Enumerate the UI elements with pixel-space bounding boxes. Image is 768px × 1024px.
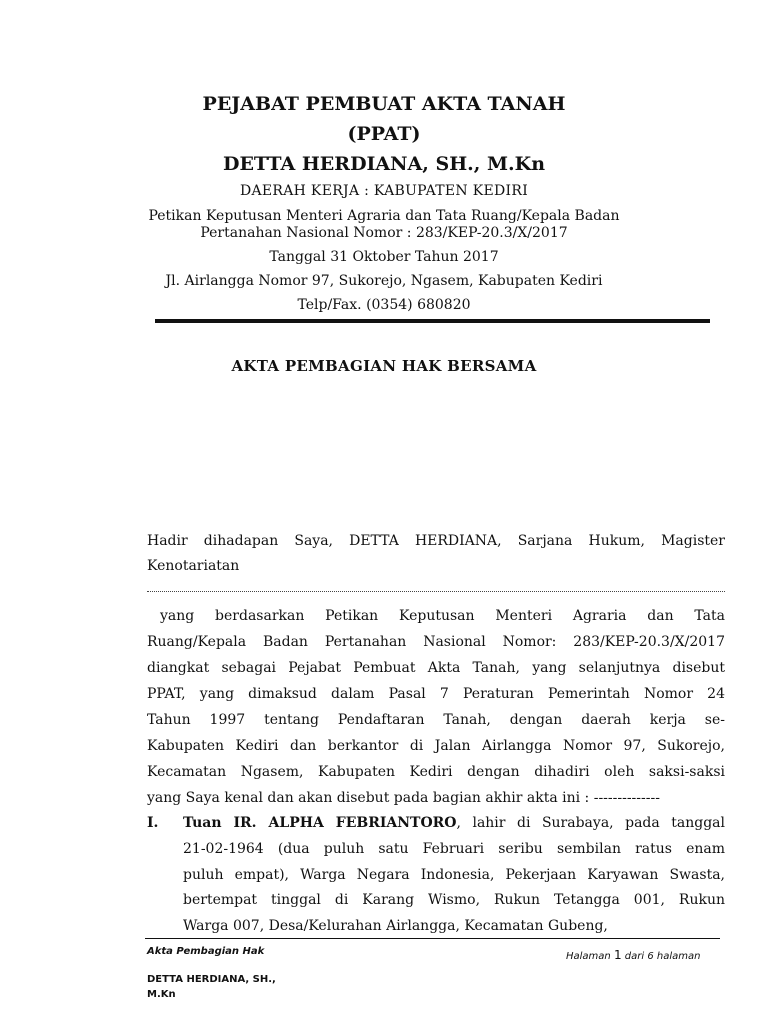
footer-page-info [566, 948, 700, 962]
header-title-ppat: PEJABAT PEMBUAT AKTA TANAH [202, 93, 566, 115]
para-line-6: Kabupaten Kediri dan berkantor di Jalan Airlangga Nomor 97, Sukorejo, [147, 738, 725, 754]
header-decree-line2: Pertanahan Nasional Nomor : 283/KEP-20.3/X/2017 [200, 225, 568, 241]
intro-line-2: Kenotariatan [147, 558, 240, 574]
footer-page-number: 1 [613, 948, 622, 962]
header-work-area: DAERAH KERJA : KABUPATEN KEDIRI [239, 183, 529, 199]
header-divider [155, 319, 710, 323]
footer-doc-label: Akta Pembagian Hak [147, 946, 265, 957]
para-line-4: PPAT, yang dimaksud dalam Pasal 7 Peraturan Pemerintah Nomor 24 [147, 686, 725, 702]
para-line-8: yang Saya kenal dan akan disebut pada bagian akhir akta ini : -------------- [147, 790, 660, 806]
para-line-7: Kecamatan Ngasem, Kabupaten Kediri dengan dihadiri oleh saksi-saksi [147, 764, 725, 780]
dotted-separator [147, 591, 725, 592]
item-line-3: puluh empat), Warga Negara Indonesia, Pekerjaan Karyawan Swasta, [183, 867, 725, 883]
item-number: I. [147, 815, 159, 831]
para-line-1: yang berdasarkan Petikan Keputusan Menteri Agraria dan Tata [160, 608, 725, 624]
footer-page-suffix: dari 6 halaman [624, 951, 701, 962]
footer-page-prefix: Halaman [566, 951, 611, 962]
item-line-1-rest: , lahir di Surabaya, pada tanggal [456, 815, 725, 831]
footer-officer-line2: M.Kn [147, 989, 176, 1000]
para-line-2: Ruang/Kepala Badan Pertanahan Nasional Nomor: 283/KEP-20.3/X/2017 [147, 634, 725, 650]
para-line-5: Tahun 1997 tentang Pendaftaran Tanah, dengan daerah kerja se- [147, 712, 725, 728]
footer-officer-line1: DETTA HERDIANA, SH., [147, 974, 276, 985]
header-decree-line1: Petikan Keputusan Menteri Agraria dan Tata Ruang/Kepala Badan [148, 208, 620, 224]
item-person-name: Tuan IR. ALPHA FEBRIANTORO [183, 815, 457, 831]
item-line-5: Warga 007, Desa/Kelurahan Airlangga, Kecamatan Gubeng, [183, 918, 608, 934]
item-line-2: 21-02-1964 (dua puluh satu Februari seribu sembilan ratus enam [183, 841, 725, 857]
header-phone: Telp/Fax. (0354) 680820 [297, 297, 471, 313]
header-decree [0, 208, 768, 242]
header-title-abbrev: (PPAT) [347, 123, 421, 145]
header-address: Jl. Airlangga Nomor 97, Sukorejo, Ngasem, Kabupaten Kediri [165, 273, 603, 289]
item-line-4: bertempat tinggal di Karang Wismo, Rukun Tetangga 001, Rukun [183, 892, 725, 908]
header-officer-name: DETTA HERDIANA, SH., M.Kn [222, 153, 546, 175]
footer-officer [147, 972, 276, 1002]
deed-title: AKTA PEMBAGIAN HAK BERSAMA [231, 357, 537, 375]
header-date: Tanggal 31 Oktober Tahun 2017 [269, 249, 499, 265]
intro-line-1: Hadir dihadapan Saya, DETTA HERDIANA, Sarjana Hukum, Magister [147, 533, 725, 549]
item-line-1 [183, 814, 725, 832]
footer-divider [145, 938, 720, 939]
para-line-3: diangkat sebagai Pejabat Pembuat Akta Tanah, yang selanjutnya disebut [147, 660, 725, 676]
